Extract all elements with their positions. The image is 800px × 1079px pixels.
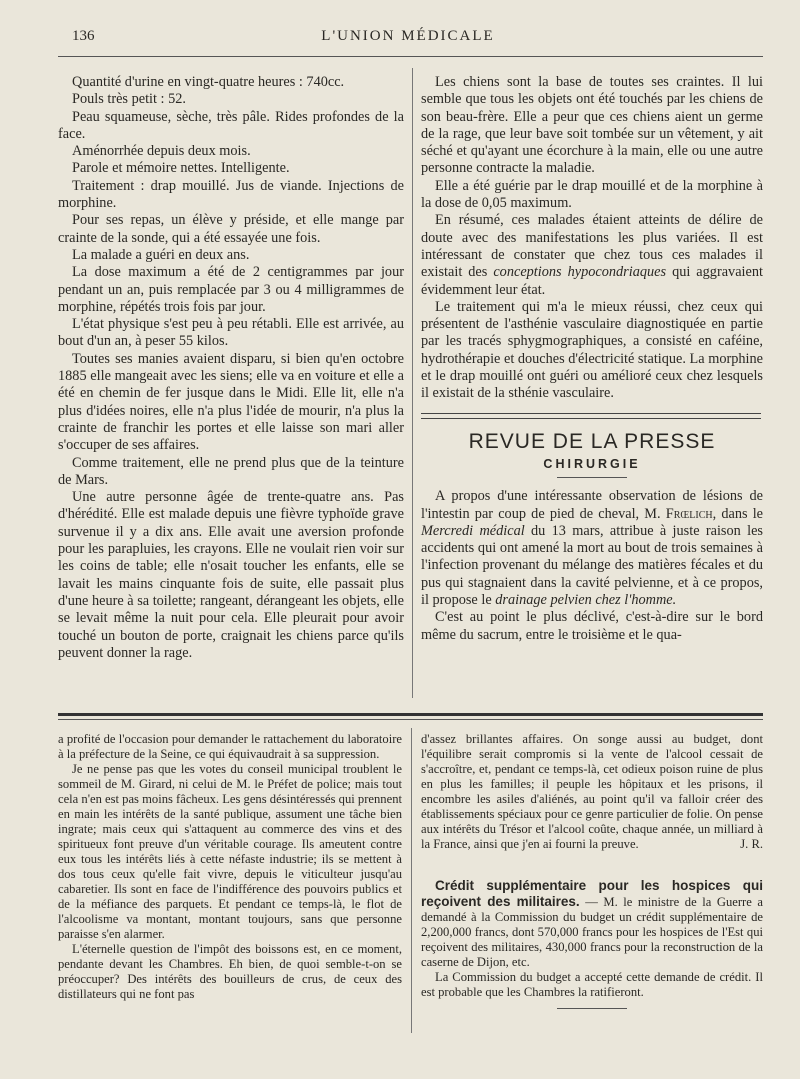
paragraph (421, 732, 763, 852)
paragraph: Parole et mémoire nettes. Intelligente. (72, 160, 290, 177)
text-run: qui aggravaient évidemment leur état. (421, 264, 763, 298)
paragraph: Je ne pense pas que les votes du conseil municipal troublent le sommeil de M. Girard, ni celui de M. le Préfet de police; mais tout cela n'en est pas moins fâcheux. Les gens désintéressés qui prennent en main les intérêts de la santé publique, assument une tâche bien ingrate; mais ceux qui s'attaquent au commerce des vins et des spiritueux font preuve d'un véritable courage. Ils ameutent contre eux tous les intérêts liés à cette néfaste industrie; ils se mettent à dos tous ceux qu'elle fait vivre, depuis le viticulteur jusqu'au cabaretier. Ils sont en face de l'indifférence des pouvoirs publics et de la méfiance des parquets. Et pendant ce temps-là, le flot de l'alcoolisme va montant, montant toujours, sans que personne paraisse s'en alarmer. (58, 762, 402, 941)
paragraph: L'état physique s'est peu à peu rétabli. Elle est arrivée, au bout d'un an, à peser 55 kilos. (58, 316, 404, 350)
paragraph: Peau squameuse, sèche, très pâle. Rides profondes de la face. (58, 108, 404, 142)
end-rule (557, 1008, 627, 1009)
author-name: Frœlich (665, 505, 713, 522)
text-run: En résumé, ces malades étaient atteints de délire de doute avec des manifestations les plus variées. Il est intéressant de constater que chez tous ces malades il existait des (421, 212, 763, 281)
section-double-rule (421, 413, 761, 419)
paragraph: Elle a été guérie par le drap mouillé et de la morphine à la dose de 0,05 maximum. (421, 177, 763, 212)
paragraph: La dose maximum a été de 2 centigrammes par jour pendant un an, puis remplacée par 3 ou 4 milligrammes de morphine, répétés trois fois par jour. (58, 264, 404, 315)
paragraph: Une autre personne âgée de trente-quatre ans. Pas d'hérédité. Elle est malade depuis une fièvre typhoïde grave survenue il y a dix ans. Elle avait une aversion profonde pour les parapluies, les crayons. Elle ne voulait rien voir sur les coins de table; elle n'osait toucher les enfants, elle se lavait les mains cinquante fois de suite, elle passait plus d'une heure à sa toilette; rangeant, dérangeant les objets, elle se levait même la nuit pour cela. Elle pleurait pour avoir touché un bouton de porte, craignait les chiens parce qu'ils peuvent donner la rage. (58, 489, 404, 661)
paragraph: Aménorrhée depuis deux mois. (72, 143, 251, 160)
paragraph (421, 878, 763, 970)
lower-right-column (421, 732, 763, 1009)
paragraph: Toutes ses manies avaient disparu, si bien qu'en octobre 1885 elle mangeait avec les siens; elle va en voiture et elle a été en chemin de fer jusque dans le Midi. Elle lit, elle n'a plus d'idées noires, elle n'a plus l'idée de mourir, n'a plus la crainte de franchir les portes et elle laisse son mari aller s'occuper de ses affaires. (58, 350, 404, 454)
paragraph: C'est au point le plus déclivé, c'est-à-dire sur le bord même du sacrum, entre le troisième et le qua- (421, 609, 763, 643)
text-run: — M. le ministre de la Guerre a demandé à la Commission du budget un crédit supplémentaire de 2,200,000 francs, dont 570,000 francs pour les hospices de l'Est qui reçoivent des militaires, 430,000 francs pour la reconstruction de la caserne de Dijon, etc. (421, 895, 763, 969)
paragraph: Pouls très petit : 52. (72, 91, 186, 108)
lower-column-divider (411, 728, 412, 1033)
feuilleton-separator (58, 713, 763, 716)
news-heading: Crédit supplémentaire pour les hospices qui reçoivent des militaires. (421, 878, 763, 909)
upper-column-divider (412, 68, 413, 698)
running-header (58, 22, 758, 46)
paragraph (421, 212, 763, 298)
italic-text: drainage pelvien chez l'homme. (495, 592, 677, 609)
lower-left-column (58, 732, 402, 1002)
feuilleton-rule (58, 719, 763, 720)
paragraph: La malade a guéri en deux ans. (72, 246, 250, 263)
paragraph: Le traitement qui m'a le mieux réussi, chez ceux qui présentent de l'asthénie vasculaire diagnostiquée en partie par les tracés sphygmographiques, a consisté en caféine, hydrothérapie et douches d'électricité statique. La morphine et le drap mouillé ont guéri ou amélioré ceux chez lesquels il existait de la sthénie vasculaire. (421, 298, 763, 402)
text-run: , dans le (712, 505, 764, 522)
subsection-title: CHIRURGIE (543, 456, 641, 471)
journal-title: L'UNION MÉDICALE (321, 28, 495, 44)
paragraph: Comme traitement, elle ne prend plus que de la teinture de Mars. (58, 454, 404, 488)
paragraph: La Commission du budget a accepté cette demande de crédit. Il est probable que les Chambres la ratifieront. (421, 970, 763, 999)
page-number: 136 (72, 28, 95, 44)
text-run: d'assez brillantes affaires. On songe aussi au budget, dont l'équilibre serait compromis si la vente de l'alcool cessait de s'accroître, et, pendant ce temps-là, cet odieux poison ruine de plus en plus les familles; il peuple les hôpitaux et les prisons, il encombre les asiles d'aliénés, au point qu'il va falloir créer des établissements spéciaux pour ce genre particulier de folie. On pense aux intérêts du Trésor et l'alcool coûte, chaque année, un milliard à la France, ainsi que j'en ai fourni la preuve. (421, 732, 763, 851)
signature: J. R. (740, 837, 763, 851)
paragraph: Les chiens sont la base de toutes ses craintes. Il lui semble que tous les objets ont été touchés par les chiens de son beau-frère. Elle a peur que ces chiens aient un germe de la rage, que leur bave soit tombée sur un vêtement, y ait séché et qu'ayant une écorchure à la main, elle ou une autre personne contracte la maladie. (421, 74, 763, 177)
header-rule (58, 56, 763, 57)
paragraph: Quantité d'urine en vingt-quatre heures : 740cc. (72, 74, 345, 90)
paragraph: Pour ses repas, un élève y préside, et elle mange par crainte de la sonde, qui a été essayée une fois. (58, 212, 404, 246)
paragraph (421, 488, 763, 609)
subsection-rule (557, 477, 627, 478)
text-run: A propos d'une intéressante observation de lésions de l'intestin par coup de pied de cheval, M. (421, 488, 763, 522)
upper-left-column (58, 74, 404, 662)
section-title: REVUE DE LA PRESSE (468, 429, 716, 453)
italic-text: conceptions hypocondriaques (493, 264, 667, 281)
paragraph: Traitement : drap mouillé. Jus de viande. Injections de morphine. (58, 177, 404, 212)
journal-citation: Mercredi médical (421, 522, 525, 539)
paragraph: a profité de l'occasion pour demander le rattachement du laboratoire à la préfecture de la Seine, ce qui équivaudrait à sa suppression. (58, 732, 402, 761)
text-run: du 13 mars, attribue à juste raison les accidents qui ont amené la mort au bout de trois semaines à l'infection provenant du mélange des matières fécales et du pus qui stagnaient dans la cavité pelvienne, et à ce propos, il propose le (421, 522, 763, 609)
paragraph: L'éternelle question de l'impôt des boissons est, en ce moment, pendante devant les Chambres. Eh bien, de quoi semble-t-on se préoccuper? Des intérêts des bouilleurs de crus, de ceux des distillateurs qui ne font pas (58, 942, 402, 1001)
upper-right-column (421, 74, 763, 644)
